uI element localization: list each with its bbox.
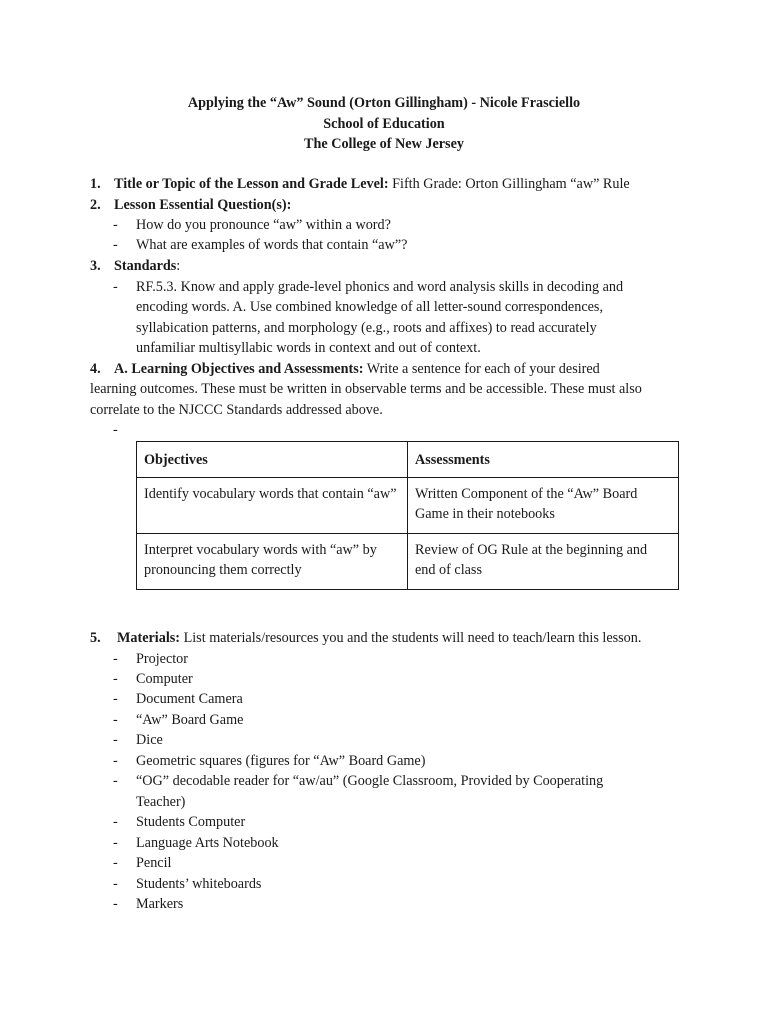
objectives-assessments-table: [136, 441, 679, 590]
list-bullet: -: [113, 279, 118, 295]
list-item: Dice: [136, 732, 163, 748]
section-label: A. Learning Objectives and Assessments:: [114, 361, 364, 377]
section-text: Fifth Grade: Orton Gillingham “aw” Rule: [388, 176, 630, 192]
section-4-line-3: correlate to the NJCCC Standards addressed above.: [90, 402, 383, 418]
section-number: 2.: [90, 197, 101, 213]
list-item: Students Computer: [136, 814, 246, 830]
list-item: Pencil: [136, 855, 172, 871]
table-cell: Identify vocabulary words that contain “aw”: [137, 477, 408, 533]
list-item: How do you pronounce “aw” within a word?: [136, 217, 391, 233]
list-item: Computer: [136, 671, 193, 687]
section-text: List materials/resources you and the students will need to teach/learn this lesson.: [180, 630, 642, 646]
list-item: Geometric squares (figures for “Aw” Board Game): [136, 753, 426, 769]
table-cell: Interpret vocabulary words with “aw” by pronouncing them correctly: [137, 533, 408, 589]
school-name: School of Education: [323, 115, 445, 132]
section-number: 1.: [90, 176, 101, 192]
list-bullet: -: [113, 835, 118, 851]
section-text: Write a sentence for each of your desired: [363, 361, 600, 377]
document-header: [0, 93, 768, 155]
list-bullet: -: [113, 422, 118, 438]
list-bullet: -: [113, 712, 118, 728]
section-number: 4.: [90, 361, 101, 377]
standard-line: RF.5.3. Know and apply grade-level phonics and word analysis skills in decoding and: [136, 279, 624, 295]
list-item: Projector: [136, 651, 189, 667]
standard-line: encoding words. A. Use combined knowledge of all letter-sound correspondences,: [136, 299, 603, 315]
list-bullet: -: [113, 753, 118, 769]
section-label: Title or Topic of the Lesson and Grade Level:: [114, 176, 389, 192]
table-cell: Review of OG Rule at the beginning and end of class: [408, 533, 679, 589]
section-label: Standards: [114, 258, 177, 274]
list-item: “Aw” Board Game: [136, 712, 244, 728]
list-bullet: -: [113, 237, 118, 253]
list-bullet: -: [113, 691, 118, 707]
list-item: “OG” decodable reader for “aw/au” (Google Classroom, Provided by Cooperating Teacher): [136, 773, 604, 810]
table-header-row: [137, 442, 679, 478]
section-label: Lesson Essential Question(s):: [114, 197, 292, 213]
list-item: Students’ whiteboards: [136, 876, 262, 892]
column-header-assessments: Assessments: [408, 442, 679, 478]
list-bullet: -: [113, 671, 118, 687]
table-cell: Written Component of the “Aw” Board Game in their notebooks: [408, 477, 679, 533]
section-colon: :: [176, 258, 181, 274]
column-header-objectives: Objectives: [137, 442, 408, 478]
list-bullet: -: [113, 855, 118, 871]
list-bullet: -: [113, 651, 118, 667]
table-row: [137, 533, 679, 589]
list-item: Language Arts Notebook: [136, 835, 279, 851]
list-item: What are examples of words that contain “aw”?: [136, 237, 408, 253]
list-bullet: -: [113, 876, 118, 892]
list-bullet: -: [113, 217, 118, 233]
section-4-line-2: learning outcomes. These must be written in observable terms and be accessible. These must also: [90, 381, 642, 397]
section-label: Materials:: [117, 630, 181, 646]
list-bullet: -: [113, 896, 118, 912]
section-number: 3.: [90, 258, 101, 274]
list-item: Markers: [136, 896, 184, 912]
list-bullet: -: [113, 732, 118, 748]
list-bullet: -: [113, 773, 118, 789]
list-bullet: -: [113, 814, 118, 830]
list-item: Document Camera: [136, 691, 243, 707]
table-row: [137, 477, 679, 533]
document-title: Applying the “Aw” Sound (Orton Gillingham) - Nicole Frasciello: [187, 95, 581, 111]
standard-line: unfamiliar multisyllabic words in context and out of context.: [136, 340, 481, 356]
standard-line: syllabication patterns, and morphology (e.g., roots and affixes) to read accurately: [136, 320, 597, 336]
section-number: 5.: [90, 630, 101, 646]
college-name: The College of New Jersey: [304, 136, 464, 152]
